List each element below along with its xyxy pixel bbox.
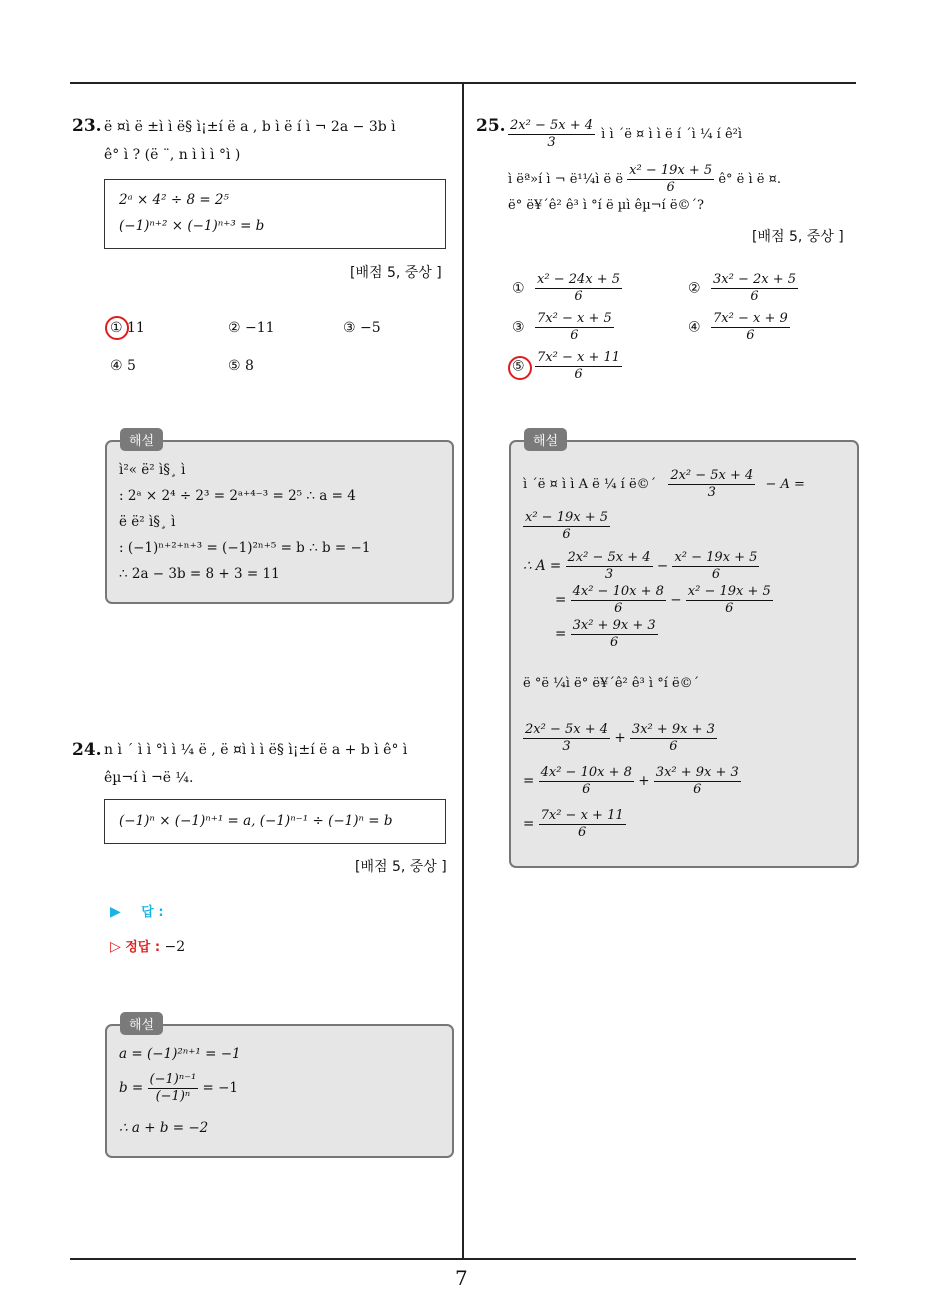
q23-choice-3[interactable]: ③ −5 [343, 320, 381, 336]
q24-condition-box [104, 799, 446, 844]
equals-sign: = [555, 592, 567, 608]
q24-sol-line1: a = (−1)²ⁿ⁺¹ = −1 [119, 1046, 241, 1062]
q23-stem-line2: ê° ì ? (ë ¨, n ì ì ì °ì ) [104, 147, 241, 163]
q24-sol-frac-num: (−1)ⁿ⁻¹ [149, 1072, 197, 1087]
selected-answer-mark [105, 316, 129, 340]
q25-sol-r2 [523, 765, 741, 798]
q25-sol-b-num: x² − 19x + 5 [525, 510, 609, 525]
q24-correct-value: −2 [164, 939, 186, 955]
q25-stem-text2b: ê° ë ì ë ¤. [718, 172, 781, 187]
q25-sol-r3 [523, 808, 626, 841]
q25-choice-3-mark: ③ [512, 319, 525, 336]
q23-condition-box [104, 179, 446, 249]
q24-stem-line2: êµ¬í ì ¬ë ¼. [104, 770, 194, 786]
minus-sign: − [670, 592, 682, 608]
q25-sol-r1-f2 [630, 722, 717, 755]
q25-sol-b-row [523, 510, 610, 543]
q25-choice-2-mark: ② [688, 280, 701, 297]
q23-score: [배점 5, 중상 ] [350, 265, 442, 281]
equals-sign: = [523, 773, 535, 789]
q24-answer-row [110, 901, 164, 920]
q23-sol-line3: ë ë² ì§¸ ì [119, 514, 176, 530]
q25-choice-4-mark: ④ [688, 319, 701, 336]
minus-sign: − [656, 558, 669, 574]
q25-choice-4-num: 7x² − x + 9 [713, 311, 788, 326]
q24-correct-row [110, 936, 185, 955]
q25-stem-text2a: ì ëª»í ì ¬ ë¹¼ì ë ë [508, 172, 628, 187]
q23-solution-box [105, 440, 454, 604]
bottom-rule [70, 1258, 856, 1260]
q25-sol-step3-den: 6 [609, 635, 619, 650]
q24-sol-fraction [148, 1072, 199, 1105]
q24-number: 24. [72, 740, 102, 760]
q25-sol-r2-f1-den: 6 [582, 782, 591, 797]
q23-sol-line1: ì²« ë² ì§¸ ì [119, 462, 186, 478]
q25-solution-box [509, 440, 859, 868]
q25-stem-frac1-den: 3 [547, 135, 556, 150]
q25-stem-frac2-den: 6 [666, 180, 675, 195]
column-divider [462, 82, 464, 1259]
q24-sol-frac-den: (−1)ⁿ [155, 1089, 191, 1104]
q25-choice-5-num: 7x² − x + 11 [537, 350, 621, 365]
q24-correct-label: 정답 : [125, 940, 161, 955]
q23-number: 23. [72, 116, 102, 136]
q25-sol-r1-f1-den: 3 [562, 739, 571, 754]
q25-sol-r3-frac [539, 808, 626, 841]
q25-choice-5-den: 6 [574, 367, 583, 382]
q25-choice-2-frac [711, 272, 798, 305]
q25-sol-step1-prefix: ∴ A = [523, 558, 562, 574]
q23-box-line2: (−1)ⁿ⁺² × (−1)ⁿ⁺³ = b [119, 218, 265, 234]
q25-sol-intro: ì ´ë ¤ ì ì A ë ¼ í ë©´ [523, 477, 657, 492]
q25-choice-1-frac [535, 272, 622, 305]
q25-choice-1-den: 6 [574, 289, 583, 304]
q25-sol-b-frac [523, 510, 610, 543]
q23-sol-line2: : 2ᵃ × 2⁴ ÷ 2³ = 2ᵃ⁺⁴⁻³ = 2⁵ ∴ a = 4 [119, 488, 356, 504]
q23-sol-line5: ∴ 2a − 3b = 8 + 3 = 11 [119, 566, 280, 582]
q25-sol-step2-f2-num: x² − 19x + 5 [687, 584, 771, 599]
q25-sol-step1-f1-num: 2x² − 5x + 4 [567, 550, 651, 565]
q25-sol-a-den: 3 [707, 485, 716, 500]
q25-stem-text1: ì ì ´ë ¤ ì ì ë í ´ì ¼ í ê²ì [601, 127, 743, 142]
page-number: 7 [455, 1266, 468, 1290]
q25-sol-r1-f2-num: 3x² + 9x + 3 [631, 722, 715, 737]
q23-box-line1: 2ᵃ × 4² ÷ 8 = 2⁵ [119, 192, 229, 208]
q25-sol-mid-text: ë °ë ¼ì ë° ë¥´ê² ê³ ì °í ë©´ [523, 676, 700, 691]
q24-sol-b-suffix: = −1 [202, 1080, 239, 1096]
q25-choice-4[interactable] [688, 311, 790, 344]
q25-choice-5-mark: ⑤ [512, 358, 525, 375]
q25-sol-r2-f2-num: 3x² + 9x + 3 [655, 765, 739, 780]
q25-sol-step1-f2-den: 6 [711, 567, 721, 582]
q25-choice-2-den: 6 [750, 289, 759, 304]
q24-solution-tag: 해설 [120, 1012, 163, 1035]
q24-box-text: (−1)ⁿ × (−1)ⁿ⁺¹ = a, (−1)ⁿ⁻¹ ÷ (−1)ⁿ = b [119, 813, 393, 829]
q25-sol-r1 [523, 722, 717, 755]
q25-sol-r3-den: 6 [577, 825, 587, 840]
q25-sol-intro-row [523, 468, 805, 501]
q24-stem [104, 736, 452, 792]
q25-sol-r2-f2-den: 6 [693, 782, 702, 797]
equals-sign: = [555, 626, 567, 642]
q24-sol-line2 [119, 1072, 238, 1105]
q25-sol-a-num: 2x² − 5x + 4 [670, 468, 754, 483]
q25-stem-frac1 [508, 118, 595, 151]
q24-sol-line3: ∴ a + b = −2 [119, 1120, 209, 1136]
q25-sol-step3 [555, 618, 658, 651]
q25-score: [배점 5, 중상 ] [752, 229, 844, 245]
q25-choice-3-num: 7x² − x + 5 [537, 311, 612, 326]
q23-stem-line1: ë ¤ì ë ±ì ì ë§ ì¡±í ë a , b ì ë í ì ¬ 2a − 3b ì [104, 119, 396, 135]
q25-number: 25. [476, 116, 506, 136]
q25-stem-line2 [508, 163, 781, 196]
q25-stem-frac2-num: x² − 19x + 5 [629, 163, 713, 178]
q25-solution-tag: 해설 [524, 428, 567, 451]
q25-sol-step2-f1-den: 6 [614, 601, 623, 616]
q25-sol-r2-f2 [654, 765, 741, 798]
q25-sol-step2-f2-den: 6 [725, 601, 734, 616]
plus-sign: + [614, 730, 626, 746]
q25-sol-step2-f1 [571, 584, 666, 617]
q23-choice-5[interactable]: ⑤ 8 [228, 358, 254, 374]
q24-answer-label: 답 : [141, 905, 164, 920]
q25-sol-r1-f1 [523, 722, 610, 755]
q25-sol-b-den: 6 [562, 527, 571, 542]
q25-choice-2-num: 3x² − 2x + 5 [713, 272, 797, 287]
q25-choice-3-den: 6 [570, 328, 579, 343]
q25-sol-r1-f1-num: 2x² − 5x + 4 [525, 722, 609, 737]
equals-sign: = [523, 816, 535, 832]
q24-solution-box [105, 1024, 454, 1158]
q25-choice-4-frac [711, 311, 790, 344]
q25-choice-2[interactable] [688, 272, 798, 305]
q25-sol-step1-f1-den: 3 [604, 567, 614, 582]
q25-sol-step3-num: 3x² + 9x + 3 [572, 618, 656, 633]
q24-sol-b-prefix: b = [119, 1080, 144, 1096]
q23-choice-1[interactable]: ① 11 [110, 320, 145, 336]
q25-choice-1-mark: ① [512, 280, 525, 297]
q24-score: [배점 5, 중상 ] [355, 859, 447, 875]
selected-answer-mark [508, 356, 532, 380]
q25-choice-5-frac [535, 350, 622, 383]
plus-sign: + [638, 773, 650, 789]
q25-choice-1[interactable] [512, 272, 622, 305]
q25-sol-step1 [523, 550, 759, 583]
outline-triangle-icon: ▷ [110, 939, 121, 955]
q25-sol-step2-f2 [686, 584, 773, 617]
q24-stem-line1: n ì ´ ì ì °ì ì ¼ ë , ë ¤ì ì ì ë§ ì¡±í ë a + b ì ê° ì [104, 742, 408, 758]
q25-choice-3-frac [535, 311, 614, 344]
q25-choice-3[interactable] [512, 311, 614, 344]
q25-stem-line1 [508, 118, 742, 151]
q23-choice-2[interactable]: ② −11 [228, 320, 275, 336]
q23-stem [104, 113, 452, 169]
q25-choice-1-num: x² − 24x + 5 [537, 272, 621, 287]
q23-choice-4[interactable]: ④ 5 [110, 358, 136, 374]
q25-sol-step1-f2 [672, 550, 759, 583]
q25-sol-r2-f1-num: 4x² − 10x + 8 [540, 765, 632, 780]
q25-sol-step1-f2-num: x² − 19x + 5 [674, 550, 758, 565]
q23-sol-line4: : (−1)ⁿ⁺²⁺ⁿ⁺³ = (−1)²ⁿ⁺⁵ = b ∴ b = −1 [119, 540, 371, 556]
q25-sol-step2 [555, 584, 773, 617]
play-icon: ▶ [110, 904, 121, 920]
q25-sol-r1-f2-den: 6 [669, 739, 678, 754]
q25-sol-step3-frac [571, 618, 658, 651]
q25-sol-r2-f1 [539, 765, 634, 798]
q25-sol-step2-f1-num: 4x² − 10x + 8 [572, 584, 664, 599]
q25-choice-4-den: 6 [746, 328, 755, 343]
q25-stem-frac2 [627, 163, 714, 196]
q25-stem-line3: ë° ë¥´ê² ê³ ì °í ë µì êµ¬í ë©´? [508, 198, 704, 213]
q23-solution-tag: 해설 [120, 428, 163, 451]
q25-stem-frac1-num: 2x² − 5x + 4 [510, 118, 594, 133]
q25-sol-step1-f1 [566, 550, 653, 583]
q25-sol-a-frac [668, 468, 755, 501]
q25-sol-r3-num: 7x² − x + 11 [540, 808, 624, 823]
q25-sol-a-tail: − A = [765, 477, 805, 492]
